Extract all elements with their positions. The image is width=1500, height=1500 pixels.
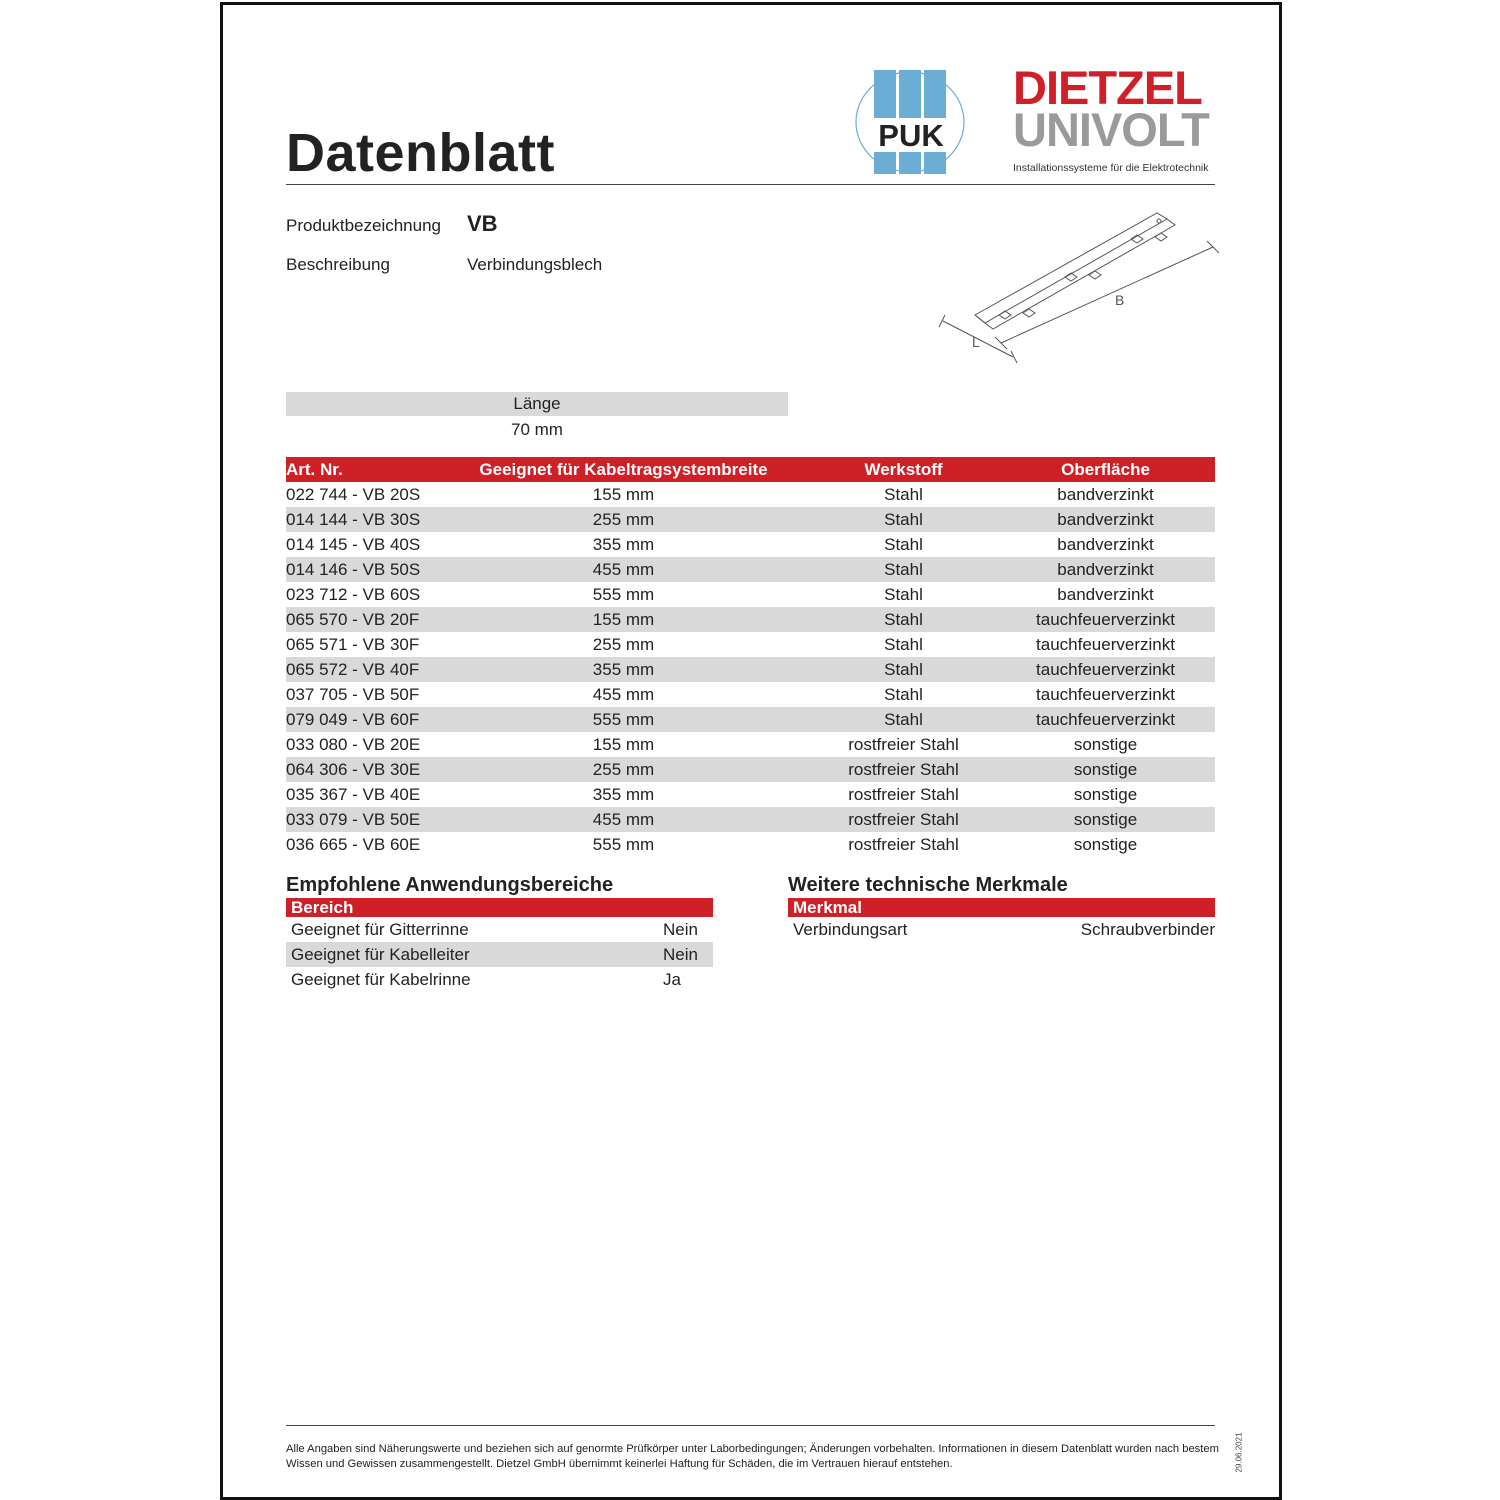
- features-table: [788, 898, 1215, 942]
- table-row: [286, 507, 1215, 532]
- oberflaeche-cell: tauchfeuerverzinkt: [996, 657, 1215, 682]
- art-nr-cell: 014 144 - VB 30S: [286, 507, 436, 532]
- table-row: [286, 607, 1215, 632]
- oberflaeche-cell: bandverzinkt: [996, 507, 1215, 532]
- art-nr-cell: 036 665 - VB 60E: [286, 835, 421, 854]
- art-nr-cell: 033 079 - VB 50E: [286, 807, 436, 832]
- werkstoff-cell: rostfreier Stahl: [848, 735, 959, 754]
- breite-cell: 355 mm: [592, 535, 655, 554]
- art-nr-cell: 022 744 - VB 20S: [286, 485, 421, 504]
- title-divider: [286, 184, 1215, 185]
- oberflaeche-cell: sonstige: [996, 757, 1215, 782]
- table-row: [286, 782, 1215, 807]
- table-row: [286, 657, 1215, 682]
- art-nr-cell: 079 049 - VB 60F: [286, 707, 436, 732]
- art-nr-cell: 035 367 - VB 40E: [286, 785, 421, 804]
- breite-cell: 255 mm: [436, 507, 811, 532]
- art-nr-cell: 014 145 - VB 40S: [286, 535, 421, 554]
- col-header-werkstoff: Werkstoff: [811, 457, 996, 482]
- univolt-logo-text: UNIVOLT: [1013, 103, 1209, 156]
- breite-cell: 255 mm: [592, 635, 655, 654]
- breite-cell: 155 mm: [592, 735, 655, 754]
- art-nr-cell: 064 306 - VB 30E: [286, 757, 436, 782]
- table-row: [286, 482, 1215, 507]
- col-header-art-nr: Art. Nr.: [286, 457, 436, 482]
- oberflaeche-cell: sonstige: [996, 807, 1215, 832]
- footer-date: 29.06.2021: [1234, 1432, 1244, 1473]
- table-row: [286, 557, 1215, 582]
- col-header-breite: Geeignet für Kabeltragsystembreite: [436, 457, 811, 482]
- table-row: [286, 942, 713, 967]
- table-row: [286, 832, 1215, 857]
- usage-label-cell: Geeignet für Gitterrinne: [291, 920, 469, 939]
- breite-cell: 455 mm: [436, 557, 811, 582]
- werkstoff-cell: rostfreier Stahl: [848, 835, 959, 854]
- breite-cell: 455 mm: [592, 685, 655, 704]
- usage-value-cell: Nein: [663, 920, 698, 939]
- werkstoff-cell: Stahl: [811, 557, 996, 582]
- table-row: [286, 707, 1215, 732]
- breite-cell: 455 mm: [436, 807, 811, 832]
- oberflaeche-cell: bandverzinkt: [1057, 585, 1154, 604]
- col-header-merkmal: Merkmal: [788, 898, 1215, 917]
- breite-cell: 555 mm: [592, 585, 655, 604]
- werkstoff-cell: rostfreier Stahl: [811, 807, 996, 832]
- dimension-l-label: L: [972, 334, 980, 350]
- description-label: Beschreibung: [286, 255, 390, 274]
- usage-section-title: Empfohlene Anwendungsbereiche: [286, 874, 614, 896]
- logo-tagline: Installationssysteme für die Elektrotechnik: [1013, 162, 1209, 174]
- werkstoff-cell: Stahl: [884, 535, 923, 554]
- table-row: [286, 807, 1215, 832]
- description-value: Verbindungsblech: [467, 255, 603, 274]
- art-nr-cell: 065 570 - VB 20F: [286, 607, 436, 632]
- table-row: [286, 732, 1215, 757]
- breite-cell: 555 mm: [592, 835, 655, 854]
- breite-cell: 155 mm: [592, 485, 655, 504]
- feature-label-cell: Verbindungsart: [793, 920, 908, 939]
- dietzel-univolt-logo: [1013, 61, 1217, 179]
- usage-label-cell: Geeignet für Kabelrinne: [291, 970, 471, 989]
- usage-table: [286, 898, 713, 992]
- table-row: [286, 632, 1215, 657]
- breite-cell: 255 mm: [436, 757, 811, 782]
- article-table: [286, 457, 1215, 857]
- werkstoff-cell: rostfreier Stahl: [811, 757, 996, 782]
- product-drawing: [935, 205, 1220, 375]
- table-row: [286, 582, 1215, 607]
- art-nr-cell: 065 572 - VB 40F: [286, 657, 436, 682]
- table-row: [286, 757, 1215, 782]
- usage-table-header: [286, 898, 713, 917]
- col-header-oberflaeche: Oberfläche: [996, 457, 1215, 482]
- art-nr-cell: 033 080 - VB 20E: [286, 735, 421, 754]
- werkstoff-cell: Stahl: [811, 607, 996, 632]
- breite-cell: 355 mm: [436, 657, 811, 682]
- oberflaeche-cell: sonstige: [1073, 835, 1138, 854]
- article-table-header: [286, 457, 1215, 482]
- dietzel-logo-text: DIETZEL: [1013, 61, 1202, 114]
- oberflaeche-cell: bandverzinkt: [1057, 535, 1154, 554]
- oberflaeche-cell: sonstige: [1073, 735, 1138, 754]
- werkstoff-cell: Stahl: [884, 585, 923, 604]
- breite-cell: 555 mm: [436, 707, 811, 732]
- art-nr-cell: 065 571 - VB 30F: [286, 635, 420, 654]
- length-value: 70 mm: [511, 420, 563, 439]
- footer-disclaimer: Alle Angaben sind Näherungswerte und beziehen sich auf genormte Prüfkörper unter Laborbedingungen; Änderungen vorbehalten. Informationen in diesem Datenblatt wurden nach bestem Wissen und Gewissen zusammengestellt. Dietzel GmbH übernimmt keinerlei Haftung für Schäden, die im Vertrauen hierauf entstehen.: [286, 1443, 1219, 1470]
- oberflaeche-cell: tauchfeuerverzinkt: [1036, 635, 1175, 654]
- page-title: Datenblatt: [286, 123, 556, 183]
- oberflaeche-cell: tauchfeuerverzinkt: [996, 607, 1215, 632]
- col-header-bereich: Bereich: [286, 898, 713, 917]
- breite-cell: 355 mm: [592, 785, 655, 804]
- puk-logo-text: PUK: [878, 118, 944, 153]
- oberflaeche-cell: tauchfeuerverzinkt: [996, 707, 1215, 732]
- product-name-value: VB: [467, 211, 498, 236]
- usage-value-cell: Ja: [663, 970, 681, 989]
- table-row: [286, 967, 713, 992]
- oberflaeche-cell: sonstige: [1073, 785, 1138, 804]
- table-row: [788, 917, 1215, 942]
- dimension-b-label: B: [1115, 292, 1125, 308]
- footer-divider: [286, 1425, 1215, 1426]
- table-row: [286, 682, 1215, 707]
- art-nr-cell: 014 146 - VB 50S: [286, 557, 436, 582]
- features-table-header: [788, 898, 1215, 917]
- oberflaeche-cell: tauchfeuerverzinkt: [1036, 685, 1175, 704]
- product-name-label: Produktbezeichnung: [286, 216, 442, 235]
- oberflaeche-cell: bandverzinkt: [1057, 485, 1154, 504]
- usage-label-cell: Geeignet für Kabelleiter: [286, 942, 663, 967]
- oberflaeche-cell: bandverzinkt: [996, 557, 1215, 582]
- usage-value-cell: Nein: [663, 942, 713, 967]
- puk-logo: [852, 66, 968, 178]
- art-nr-cell: 037 705 - VB 50F: [286, 685, 420, 704]
- feature-value-cell: Schraubverbinder: [1080, 920, 1215, 939]
- features-section-title: Weitere technische Merkmale: [788, 874, 1068, 896]
- werkstoff-cell: Stahl: [811, 657, 996, 682]
- table-row: [286, 532, 1215, 557]
- length-header: Länge: [286, 392, 788, 416]
- werkstoff-cell: Stahl: [884, 635, 923, 654]
- breite-cell: 155 mm: [436, 607, 811, 632]
- table-row: [286, 917, 713, 942]
- werkstoff-cell: Stahl: [811, 707, 996, 732]
- werkstoff-cell: Stahl: [884, 685, 923, 704]
- werkstoff-cell: Stahl: [884, 485, 923, 504]
- werkstoff-cell: Stahl: [811, 507, 996, 532]
- werkstoff-cell: rostfreier Stahl: [848, 785, 959, 804]
- art-nr-cell: 023 712 - VB 60S: [286, 585, 421, 604]
